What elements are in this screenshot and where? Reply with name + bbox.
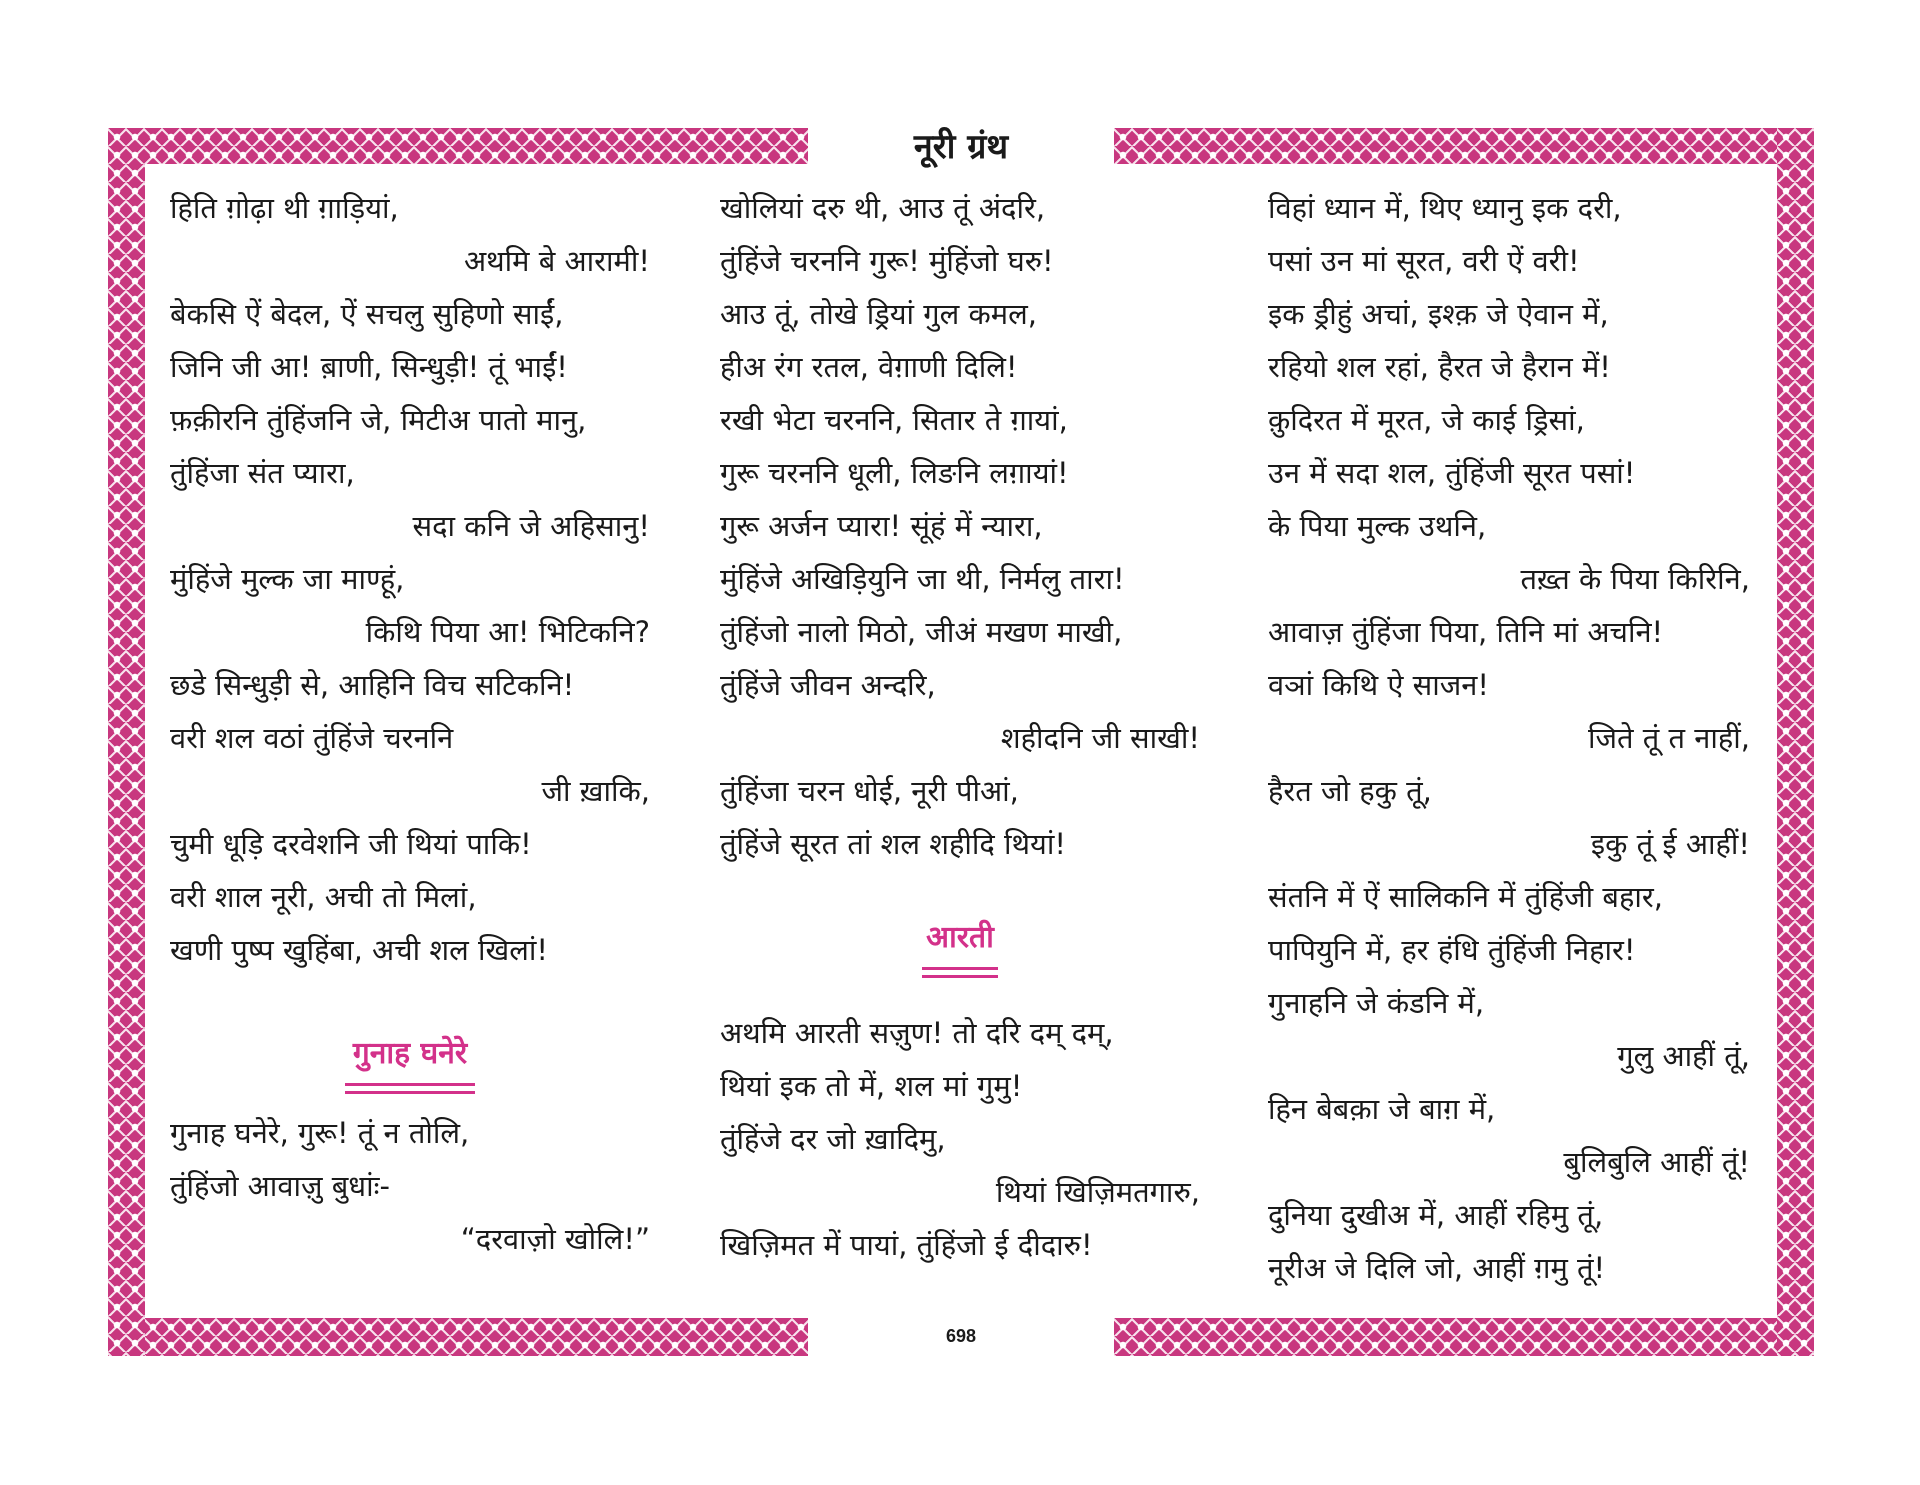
verse-line: हीअ रंग रतल, वेग़ाणी दिलि!: [720, 350, 1018, 384]
verse-line: तुंहिंजो नालो मिठो, जीअं मखण माखी,: [720, 615, 1123, 649]
verse-line: पापियुनि में, हर हंधि तुंहिंजी निहार!: [1268, 933, 1636, 967]
section-heading: [170, 1027, 650, 1107]
verse-line: किथि पिया आ! भिटिकनि?: [365, 615, 650, 649]
verse-line: आउ तूं, तोखे ड्रियां गुल कमल,: [720, 297, 1037, 331]
page-title: नूरी ग्रंथ: [913, 127, 1009, 167]
frame-border-bottom-left: [108, 1318, 808, 1356]
verse-line: दुनिया दुखीअ में, आहीं रहिमु तूं,: [1268, 1198, 1604, 1232]
verse-line: रखी भेटा चरननि, सितार ते ग़ायां,: [720, 403, 1068, 437]
section-heading-text: आरती: [926, 920, 994, 955]
verse-line: के पिया मुल्क उथनि,: [1268, 509, 1487, 543]
verse-line: चुमी धूड़ि दरवेशनि जी थियां पाकि!: [170, 827, 532, 861]
verse-line: वरी शाल नूरी, अची तो मिलां,: [170, 880, 477, 914]
frame-border-bottom-right: [1114, 1318, 1814, 1356]
verse-line: पसां उन मां सूरत, वरी ऐं वरी!: [1268, 244, 1580, 278]
verse-line: अथमि आरती सज़ुण! तो दरि दम् दम्,: [720, 1016, 1114, 1050]
verse-line: अथमि बे आरामी!: [463, 244, 650, 278]
verse-line: छडे सिन्धुड़ी से, आहिनि विच सटिकनि!: [170, 668, 575, 702]
verse-line: शहीदनि जी साखी!: [1000, 721, 1200, 755]
verse-line: तुंहिंजे दर जो ख़ादिमु,: [720, 1122, 946, 1156]
verse-line: मुंहिंजे अखिड़ियुनि जा थी, निर्मलु तारा!: [720, 562, 1125, 596]
verse-line: तुंहिंजे जीवन अन्दरि,: [720, 668, 936, 702]
verse-line: फ़क़ीरनि तुंहिंजनि जे, मिटीअ पातो मानु,: [170, 403, 587, 437]
heading-underline: [345, 1091, 475, 1094]
verse-line: रहियो शल रहां, हैरत जे हैरान में!: [1268, 350, 1611, 384]
verse-line: हिति ग़ोढ़ा थी ग़ाड़ियां,: [170, 191, 399, 225]
verse-line: “दरवाज़ो खोलि!”: [460, 1222, 650, 1256]
verse-line: जिनि जी आ! ब़ाणी, सिन्धुड़ी! तूं भाईं!: [170, 350, 568, 384]
verse-line: तुंहिंजो आवाज़ु बुधांः-: [170, 1169, 390, 1203]
verse-line: खिज़िमत में पायां, तुंहिंजो ई दीदारु!: [720, 1228, 1093, 1262]
column-1: [170, 182, 650, 1266]
heading-underline: [922, 975, 998, 978]
verse-line: जिते तूं त नाहीं,: [1587, 721, 1750, 755]
verse-line: इकु तूं ई आहीं!: [1590, 827, 1750, 861]
verse-line: गुरू अर्जन प्यारा! सूंहं में न्यारा,: [720, 509, 1043, 543]
frame-border-left: [108, 128, 145, 1356]
verse-line: खणी पुष्प खुहिंबा, अची शल खिलां!: [170, 933, 548, 967]
verse-line: मुंहिंजे मुल्क जा माण्हूं,: [170, 562, 405, 596]
column-2: [720, 182, 1200, 1272]
verse-line: गुरू चरननि धूली, लिङनि लग़ायां!: [720, 456, 1069, 490]
verse-line: वञां किथि ऐ साजन!: [1268, 668, 1490, 702]
verse-line: गुलु आहीं तूं,: [1617, 1039, 1750, 1073]
verse-line: जी ख़ाकि,: [541, 774, 650, 808]
page-number: 698: [945, 1326, 977, 1346]
frame-border-top-right: [1114, 128, 1814, 164]
verse-line: तुंहिंजा चरन धोई, नूरी पीआं,: [720, 774, 1019, 808]
verse-line: क़ुदिरत में मूरत, जे काई ड्रिसां,: [1268, 403, 1585, 437]
verse-line: संतनि में ऐं सालिकनि में तुंहिंजी बहार,: [1268, 880, 1663, 914]
verse-line: हैरत जो हकु तूं,: [1268, 774, 1432, 808]
verse-line: इक ड्रीहुं अचां, इश्क़ जे ऐवान में,: [1268, 297, 1609, 331]
heading-underline: [345, 1083, 475, 1086]
verse-line: गुनाहनि जे कंडनि में,: [1268, 986, 1485, 1020]
verse-line: वरी शल वठां तुंहिंजे चरननि: [170, 721, 454, 755]
section-heading: [720, 911, 1200, 1007]
verse-line: विहां ध्यान में, थिए ध्यानु इक दरी,: [1268, 191, 1622, 225]
verse-line: आवाज़ तुंहिंजा पिया, तिनि मां अचनि!: [1268, 615, 1664, 649]
verse-line: उन में सदा शल, तुंहिंजी सूरत पसां!: [1268, 456, 1636, 490]
verse-line: खोलियां दरु थी, आउ तूं अंदरि,: [720, 191, 1046, 225]
verse-line: तुंहिंजा संत प्यारा,: [170, 456, 355, 490]
verse-line: बुलिबुलि आहीं तूं!: [1563, 1145, 1750, 1179]
verse-line: थियां खिज़िमतगारु,: [995, 1175, 1200, 1209]
verse-line: बेकसि ऐं बेदल, ऐं सचलु सुहिणो साईं,: [170, 297, 564, 331]
section-heading-text: गुनाह घनेरे: [352, 1036, 468, 1071]
heading-underline: [922, 967, 998, 970]
verse-line: थियां इक तो में, शल मां गुमु!: [720, 1069, 1023, 1103]
verse-line: नूरीअ जे दिलि जो, आहीं ग़मु तूं!: [1268, 1251, 1606, 1285]
verse-line: गुनाह घनेरे, गुरू! तूं न तोलि,: [170, 1116, 470, 1150]
frame-border-right: [1777, 128, 1814, 1356]
verse-line: सदा कनि जे अहिसानु!: [412, 509, 650, 543]
frame-border-top-left: [108, 128, 808, 164]
column-3: [1268, 182, 1750, 1295]
verse-line: तुंहिंजे चरननि गुरू! मुंहिंजो घरु!: [720, 244, 1054, 278]
verse-line: हिन बेबक़ा जे बाग़ में,: [1268, 1092, 1496, 1126]
verse-line: तख़्त के पिया किरिनि,: [1520, 562, 1750, 596]
verse-line: तुंहिंजे सूरत तां शल शहीदि थियां!: [720, 827, 1067, 861]
